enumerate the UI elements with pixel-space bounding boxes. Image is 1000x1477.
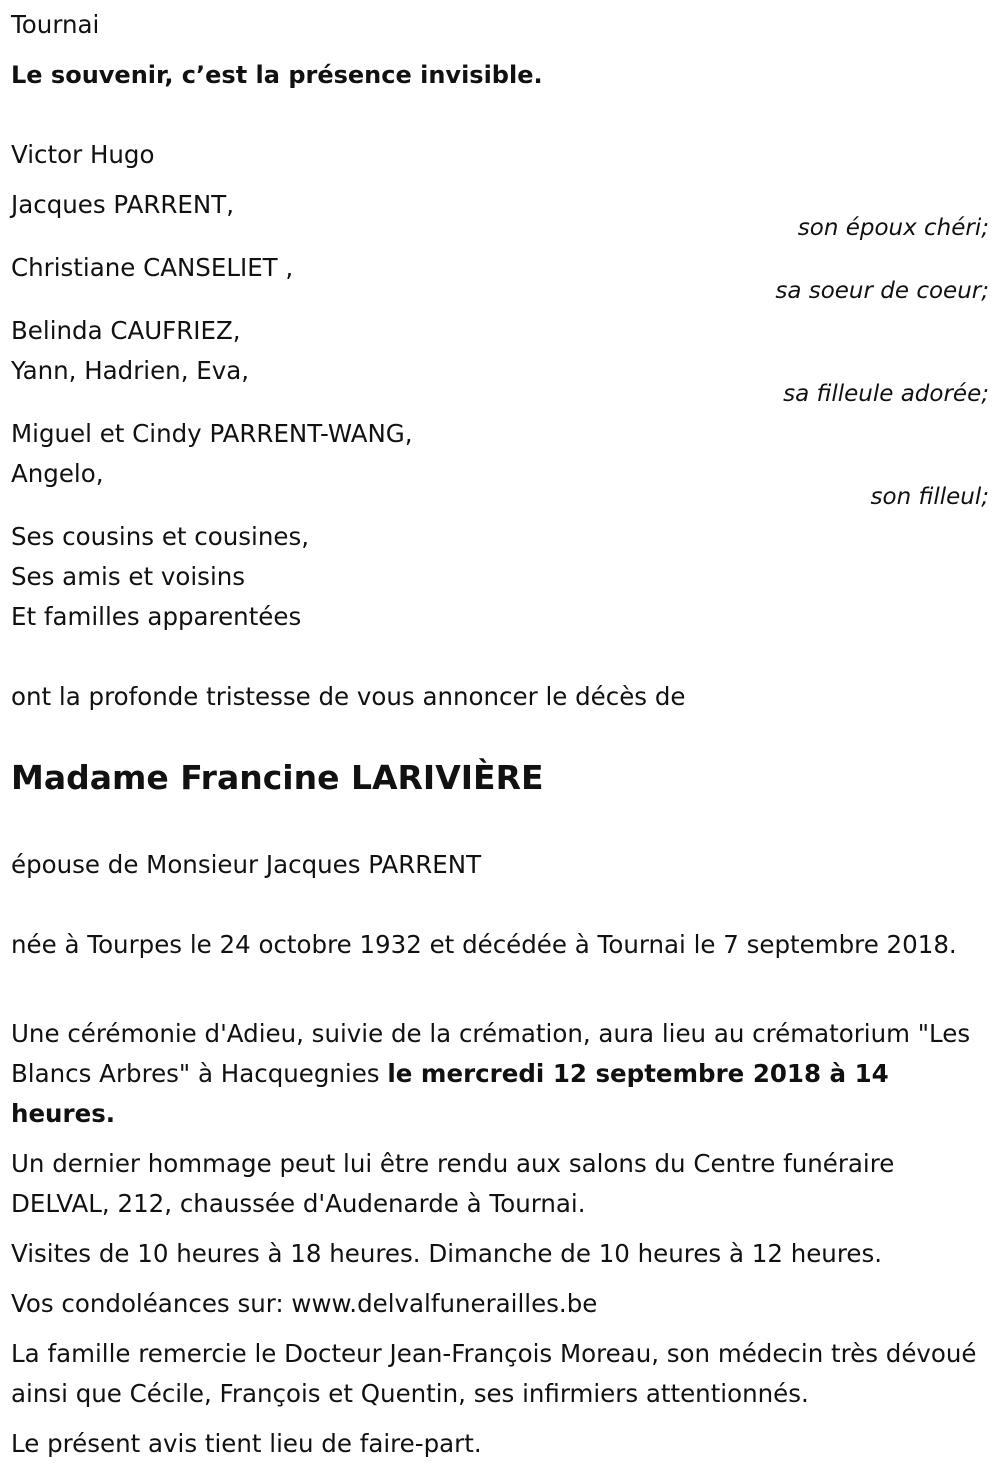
family-member-name: Belinda CAUFRIEZ, (11, 316, 241, 345)
family-member-name: Yann, Hadrien, Eva, (11, 356, 250, 385)
family-member-name: Jacques PARRENT, (11, 190, 234, 219)
ceremony-paragraph (11, 1014, 996, 1134)
family-relation: son époux chéri; (797, 215, 989, 241)
spouse-line: épouse de Monsieur Jacques PARRENT (11, 850, 482, 879)
others-line: Ses amis et voisins (11, 562, 246, 591)
family-relation: sa filleule adorée; (783, 381, 989, 407)
condolences-text: Vos condoléances sur: www.delvalfunerailles.be (11, 1289, 598, 1318)
family-relation: son filleul; (870, 484, 989, 510)
family-member-name: Miguel et Cindy PARRENT-WANG, (11, 419, 413, 448)
announcement-text: ont la profonde tristesse de vous annoncer le décès de (11, 682, 686, 711)
ceremony-date: le mercredi 12 septembre 2018 à 14 heures. (11, 1059, 889, 1128)
quote-text: Le souvenir, c’est la présence invisible. (11, 61, 543, 89)
ceremony-text: Une cérémonie d'Adieu, suivie de la crémation, aura lieu au crématorium "Les Blancs Arbres" à Hacquegnies (11, 1019, 971, 1088)
others-line: Ses cousins et cousines, (11, 522, 309, 551)
deceased-name: Madame Francine LARIVIÈRE (11, 758, 544, 797)
family-member-name: Angelo, (11, 459, 104, 488)
thanks-text: La famille remercie le Docteur Jean-François Moreau, son médecin très dévoué ainsi que Cécile, François et Quentin, ses infirmiers attentionnés. (11, 1339, 977, 1408)
visits-text: Visites de 10 heures à 18 heures. Dimanche de 10 heures à 12 heures. (11, 1239, 882, 1268)
others-line: Et familles apparentées (11, 602, 302, 631)
quote-author: Victor Hugo (11, 140, 155, 169)
family-relation: sa soeur de coeur; (775, 278, 989, 304)
city-label: Tournai (11, 10, 100, 39)
closing-text: Le présent avis tient lieu de faire-part. (11, 1429, 482, 1458)
tribute-text: Un dernier hommage peut lui être rendu aux salons du Centre funéraire DELVAL, 212, chaussée d'Audenarde à Tournai. (11, 1149, 895, 1218)
birth-death-text: née à Tourpes le 24 octobre 1932 et décédée à Tournai le 7 septembre 2018. (11, 930, 957, 959)
family-member-name: Christiane CANSELIET , (11, 253, 294, 282)
